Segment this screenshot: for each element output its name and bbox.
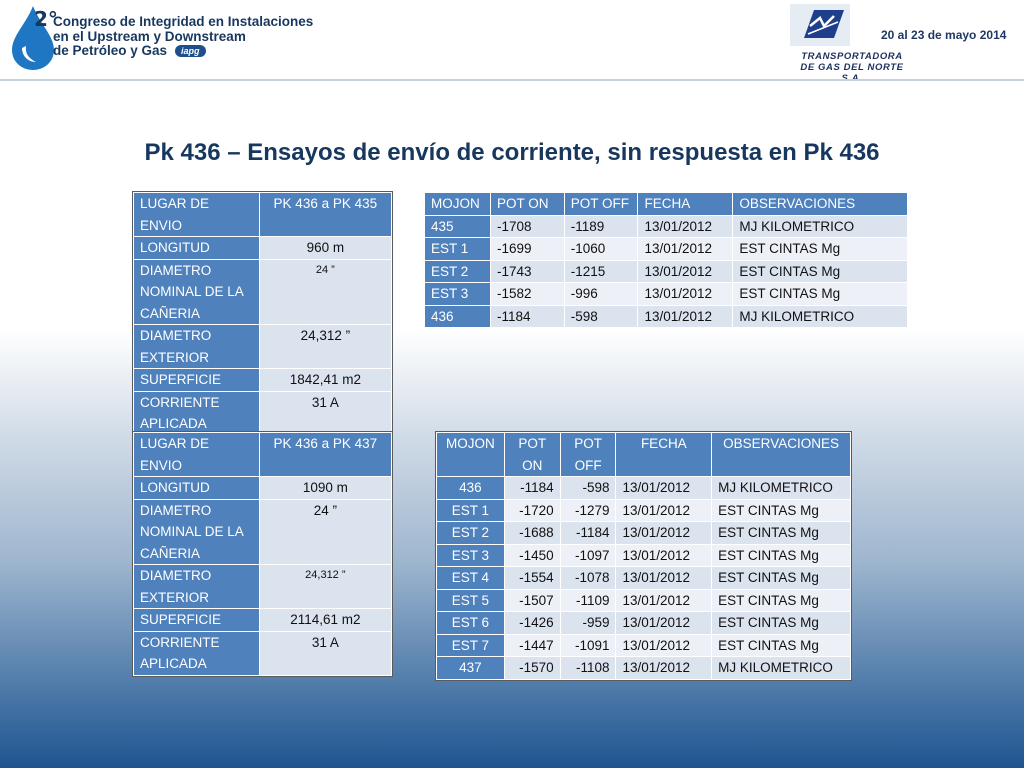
info-table-1 bbox=[133, 192, 392, 436]
info-label: DIAMETRO NOMINAL DE LA CAÑERIA bbox=[134, 499, 260, 565]
fecha-cell: 13/01/2012 bbox=[616, 657, 712, 680]
table-row bbox=[134, 609, 392, 632]
tgn-logo-icon bbox=[790, 4, 850, 46]
observaciones-cell: EST CINTAS Mg bbox=[733, 238, 908, 261]
pot-off-cell: -1109 bbox=[560, 589, 616, 612]
table-row bbox=[134, 499, 392, 565]
mojon-cell: 437 bbox=[437, 657, 505, 680]
congress-line-1: Congreso de Integridad en Instalaciones bbox=[53, 14, 314, 29]
table-row bbox=[134, 477, 392, 500]
observaciones-cell: EST CINTAS Mg bbox=[712, 589, 851, 612]
info-label: LUGAR DE ENVIO bbox=[134, 193, 260, 237]
info-value: 24,312 ” bbox=[259, 325, 391, 369]
slide-header bbox=[0, 0, 1024, 80]
pot-on-cell: -1720 bbox=[504, 499, 560, 522]
fecha-cell: 13/01/2012 bbox=[638, 283, 733, 306]
column-header: POT OFF bbox=[560, 433, 616, 477]
logo-number: 2° bbox=[34, 7, 58, 31]
pot-on-cell: -1507 bbox=[504, 589, 560, 612]
column-header: POT ON bbox=[504, 433, 560, 477]
event-dates: 20 al 23 de mayo 2014 bbox=[881, 28, 1007, 42]
pot-off-cell: -1097 bbox=[560, 544, 616, 567]
table-row bbox=[134, 325, 392, 369]
info-value: 1842,41 m2 bbox=[259, 369, 391, 392]
table-row bbox=[134, 369, 392, 392]
info-label: LUGAR DE ENVIO bbox=[134, 433, 260, 477]
mojon-cell: EST 3 bbox=[437, 544, 505, 567]
info-label: DIAMETRO EXTERIOR bbox=[134, 565, 260, 609]
table-row bbox=[425, 305, 908, 328]
fecha-cell: 13/01/2012 bbox=[638, 238, 733, 261]
pot-off-cell: -1189 bbox=[564, 215, 638, 238]
table-row bbox=[437, 544, 851, 567]
info-value: PK 436 a PK 437 bbox=[259, 433, 391, 477]
info-label: CORRIENTE APLICADA bbox=[134, 391, 260, 435]
info-table-2 bbox=[133, 432, 392, 676]
pot-off-cell: -1091 bbox=[560, 634, 616, 657]
fecha-cell: 13/01/2012 bbox=[616, 522, 712, 545]
fecha-cell: 13/01/2012 bbox=[616, 499, 712, 522]
pot-on-cell: -1184 bbox=[504, 477, 560, 500]
pot-on-cell: -1708 bbox=[490, 215, 564, 238]
table-header-row bbox=[437, 433, 851, 477]
company-line-2: DE GAS DEL NORTE bbox=[800, 62, 904, 73]
observaciones-cell: EST CINTAS Mg bbox=[712, 544, 851, 567]
observaciones-cell: MJ KILOMETRICO bbox=[712, 657, 851, 680]
table-row bbox=[437, 589, 851, 612]
column-header: OBSERVACIONES bbox=[712, 433, 851, 477]
observaciones-cell: EST CINTAS Mg bbox=[712, 567, 851, 590]
mojon-cell: 436 bbox=[437, 477, 505, 500]
observaciones-cell: EST CINTAS Mg bbox=[733, 283, 908, 306]
mojon-cell: EST 6 bbox=[437, 612, 505, 635]
info-value: 1090 m bbox=[259, 477, 391, 500]
info-label: DIAMETRO EXTERIOR bbox=[134, 325, 260, 369]
pot-on-cell: -1554 bbox=[504, 567, 560, 590]
info-label: DIAMETRO NOMINAL DE LA CAÑERIA bbox=[134, 259, 260, 325]
fecha-cell: 13/01/2012 bbox=[616, 589, 712, 612]
congress-line-3: de Petróleo y Gas bbox=[53, 43, 168, 58]
fecha-cell: 13/01/2012 bbox=[638, 305, 733, 328]
info-label: LONGITUD bbox=[134, 477, 260, 500]
table-row bbox=[425, 283, 908, 306]
mojon-cell: EST 5 bbox=[437, 589, 505, 612]
table-row bbox=[425, 215, 908, 238]
table-row bbox=[437, 477, 851, 500]
data-table-1 bbox=[424, 192, 908, 328]
fecha-cell: 13/01/2012 bbox=[616, 544, 712, 567]
column-header: POT OFF bbox=[564, 193, 638, 216]
info-label: SUPERFICIE bbox=[134, 609, 260, 632]
info-value: 24,312 ” bbox=[259, 565, 391, 609]
pot-off-cell: -1215 bbox=[564, 260, 638, 283]
congress-name bbox=[53, 15, 313, 59]
congress-line-2: en el Upstream y Downstream bbox=[53, 28, 246, 44]
pot-on-cell: -1582 bbox=[490, 283, 564, 306]
iapg-logo: iapg bbox=[175, 45, 206, 57]
column-header: FECHA bbox=[616, 433, 712, 477]
table-row bbox=[437, 634, 851, 657]
mojon-cell: EST 1 bbox=[425, 238, 491, 261]
info-label: LONGITUD bbox=[134, 237, 260, 260]
info-value: PK 436 a PK 435 bbox=[259, 193, 391, 237]
table-row bbox=[425, 260, 908, 283]
mojon-cell: EST 2 bbox=[425, 260, 491, 283]
observaciones-cell: EST CINTAS Mg bbox=[712, 499, 851, 522]
header-divider bbox=[0, 79, 1024, 81]
fecha-cell: 13/01/2012 bbox=[616, 612, 712, 635]
column-header: FECHA bbox=[638, 193, 733, 216]
column-header: MOJON bbox=[437, 433, 505, 477]
info-value: 2114,61 m2 bbox=[259, 609, 391, 632]
observaciones-cell: MJ KILOMETRICO bbox=[712, 477, 851, 500]
observaciones-cell: EST CINTAS Mg bbox=[712, 612, 851, 635]
slide-title: Pk 436 – Ensayos de envío de corriente, sin respuesta en Pk 436 bbox=[144, 139, 880, 166]
mojon-cell: 436 bbox=[425, 305, 491, 328]
mojon-cell: EST 7 bbox=[437, 634, 505, 657]
table-row bbox=[437, 567, 851, 590]
data-table-2 bbox=[436, 432, 851, 680]
fecha-cell: 13/01/2012 bbox=[616, 634, 712, 657]
pot-on-cell: -1450 bbox=[504, 544, 560, 567]
observaciones-cell: EST CINTAS Mg bbox=[733, 260, 908, 283]
column-header: MOJON bbox=[425, 193, 491, 216]
pot-on-cell: -1447 bbox=[504, 634, 560, 657]
info-value: 24 ” bbox=[259, 259, 391, 325]
table-row bbox=[134, 259, 392, 325]
pot-off-cell: -1060 bbox=[564, 238, 638, 261]
pot-on-cell: -1743 bbox=[490, 260, 564, 283]
mojon-cell: EST 4 bbox=[437, 567, 505, 590]
table-row bbox=[134, 391, 392, 435]
column-header: POT ON bbox=[490, 193, 564, 216]
congress-drop-logo-icon bbox=[8, 4, 58, 72]
table-row bbox=[437, 499, 851, 522]
info-value: 24 ” bbox=[259, 499, 391, 565]
pot-on-cell: -1699 bbox=[490, 238, 564, 261]
pot-off-cell: -959 bbox=[560, 612, 616, 635]
table-row bbox=[425, 238, 908, 261]
pot-off-cell: -996 bbox=[564, 283, 638, 306]
table-row bbox=[134, 631, 392, 675]
observaciones-cell: MJ KILOMETRICO bbox=[733, 215, 908, 238]
fecha-cell: 13/01/2012 bbox=[616, 477, 712, 500]
info-value: 31 A bbox=[259, 391, 391, 435]
table-row bbox=[134, 193, 392, 237]
mojon-cell: EST 1 bbox=[437, 499, 505, 522]
info-label: SUPERFICIE bbox=[134, 369, 260, 392]
table-row bbox=[437, 657, 851, 680]
info-label: CORRIENTE APLICADA bbox=[134, 631, 260, 675]
mojon-cell: 435 bbox=[425, 215, 491, 238]
pot-off-cell: -1279 bbox=[560, 499, 616, 522]
mojon-cell: EST 2 bbox=[437, 522, 505, 545]
table-row bbox=[134, 433, 392, 477]
fecha-cell: 13/01/2012 bbox=[638, 215, 733, 238]
table-row bbox=[437, 612, 851, 635]
fecha-cell: 13/01/2012 bbox=[638, 260, 733, 283]
table-row bbox=[437, 522, 851, 545]
fecha-cell: 13/01/2012 bbox=[616, 567, 712, 590]
pot-on-cell: -1184 bbox=[490, 305, 564, 328]
info-value: 960 m bbox=[259, 237, 391, 260]
pot-off-cell: -1184 bbox=[560, 522, 616, 545]
table-row bbox=[134, 565, 392, 609]
table-header-row bbox=[425, 193, 908, 216]
column-header: OBSERVACIONES bbox=[733, 193, 908, 216]
pot-off-cell: -598 bbox=[564, 305, 638, 328]
pot-on-cell: -1570 bbox=[504, 657, 560, 680]
pot-off-cell: -598 bbox=[560, 477, 616, 500]
pot-off-cell: -1108 bbox=[560, 657, 616, 680]
info-value: 31 A bbox=[259, 631, 391, 675]
table-row bbox=[134, 237, 392, 260]
pot-on-cell: -1426 bbox=[504, 612, 560, 635]
pot-off-cell: -1078 bbox=[560, 567, 616, 590]
observaciones-cell: MJ KILOMETRICO bbox=[733, 305, 908, 328]
mojon-cell: EST 3 bbox=[425, 283, 491, 306]
observaciones-cell: EST CINTAS Mg bbox=[712, 634, 851, 657]
pot-on-cell: -1688 bbox=[504, 522, 560, 545]
company-line-1: TRANSPORTADORA bbox=[801, 51, 903, 62]
observaciones-cell: EST CINTAS Mg bbox=[712, 522, 851, 545]
